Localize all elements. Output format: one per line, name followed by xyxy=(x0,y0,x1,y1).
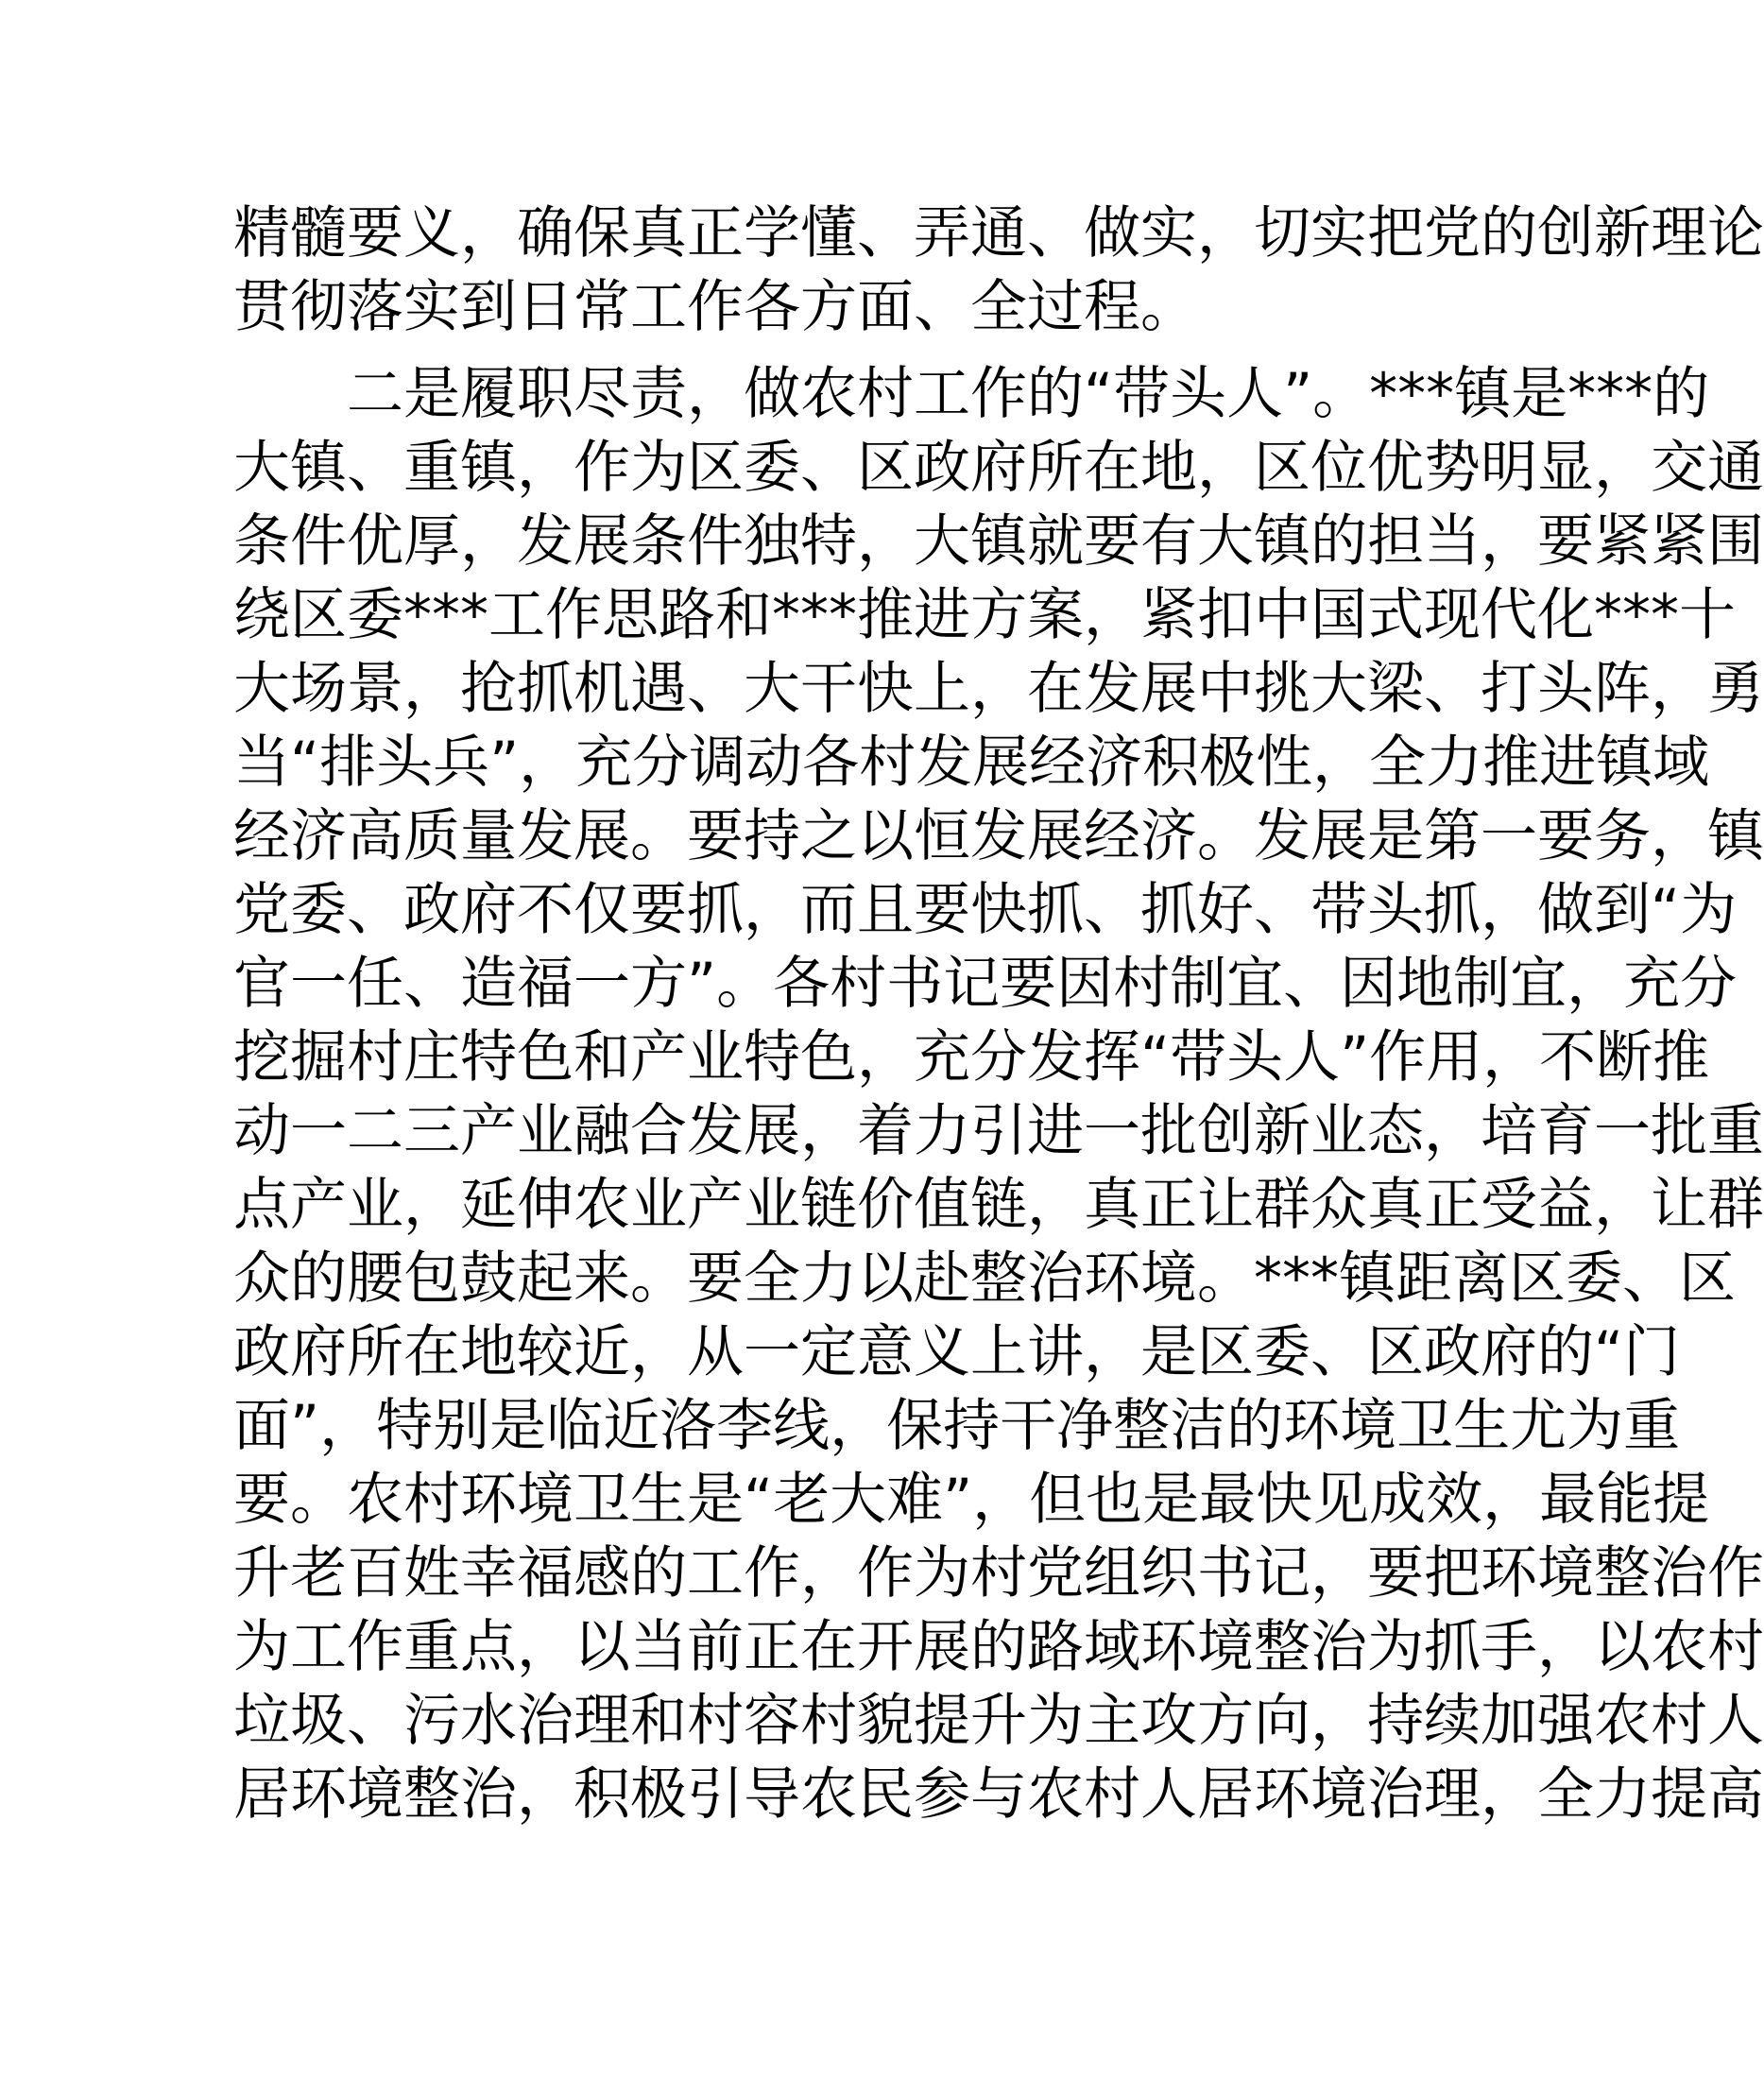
paragraph-2 xyxy=(233,357,1764,1831)
text-line: 党委、政府不仅要抓，而且要快抓、抓好、带头抓，做到“为 xyxy=(233,877,1738,943)
text-line: 贯彻落实到日常工作各方面、全过程。 xyxy=(233,274,1197,340)
text-line: 要。农村环境卫生是“老大难”，但也是最快见成效，最能提 xyxy=(233,1467,1710,1533)
text-line: 政府所在地较近，从一定意义上讲，是区委、区政府的“门 xyxy=(233,1319,1681,1385)
paragraph-1 xyxy=(233,197,1764,344)
text-line: 大场景，抢抓机遇、大干快上，在发展中挑大梁、打头阵，勇 xyxy=(233,656,1764,722)
text-line: 面”，特别是临近洛李线，保持干净整洁的环境卫生尤为重 xyxy=(233,1393,1681,1459)
text-line: 当“排头兵”，充分调动各村发展经济积极性，全力推进镇域 xyxy=(233,730,1710,796)
text-line: 为工作重点，以当前正在开展的路域环境整治为抓手，以农村 xyxy=(233,1614,1764,1680)
text-line: 动一二三产业融合发展，着力引进一批创新业态，培育一批重 xyxy=(233,1098,1764,1164)
text-line: 绕区委***工作思路和***推进方案，紧扣中国式现代化***十 xyxy=(233,582,1736,648)
document-page xyxy=(233,197,1764,1845)
text-line: 点产业，延伸农业产业链价值链，真正让群众真正受益，让群 xyxy=(233,1172,1764,1238)
text-line: 条件优厚，发展条件独特，大镇就要有大镇的担当，要紧紧围 xyxy=(233,508,1764,575)
text-line: 二是履职尽责，做农村工作的“带头人”。***镇是***的 xyxy=(233,361,1710,427)
text-line: 精髓要义，确保真正学懂、弄通、做实，切实把党的创新理论 xyxy=(233,200,1764,266)
text-line: 众的腰包鼓起来。要全力以赴整治环境。***镇距离区委、区 xyxy=(233,1246,1736,1312)
text-line: 经济高质量发展。要持之以恒发展经济。发展是第一要务，镇 xyxy=(233,803,1764,869)
text-line: 垃圾、污水治理和村容村貌提升为主攻方向，持续加强农村人 xyxy=(233,1688,1764,1754)
text-line: 挖掘村庄特色和产业特色，充分发挥“带头人”作用，不断推 xyxy=(233,1024,1710,1091)
text-line: 大镇、重镇，作为区委、区政府所在地，区位优势明显，交通 xyxy=(233,435,1764,501)
text-line: 官一任、造福一方”。各村书记要因村制宜、因地制宜，充分 xyxy=(233,951,1738,1017)
text-line: 升老百姓幸福感的工作，作为村党组织书记，要把环境整治作 xyxy=(233,1540,1764,1606)
text-line: 居环境整治，积极引导农民参与农村人居环境治理，全力提高 xyxy=(233,1761,1764,1828)
